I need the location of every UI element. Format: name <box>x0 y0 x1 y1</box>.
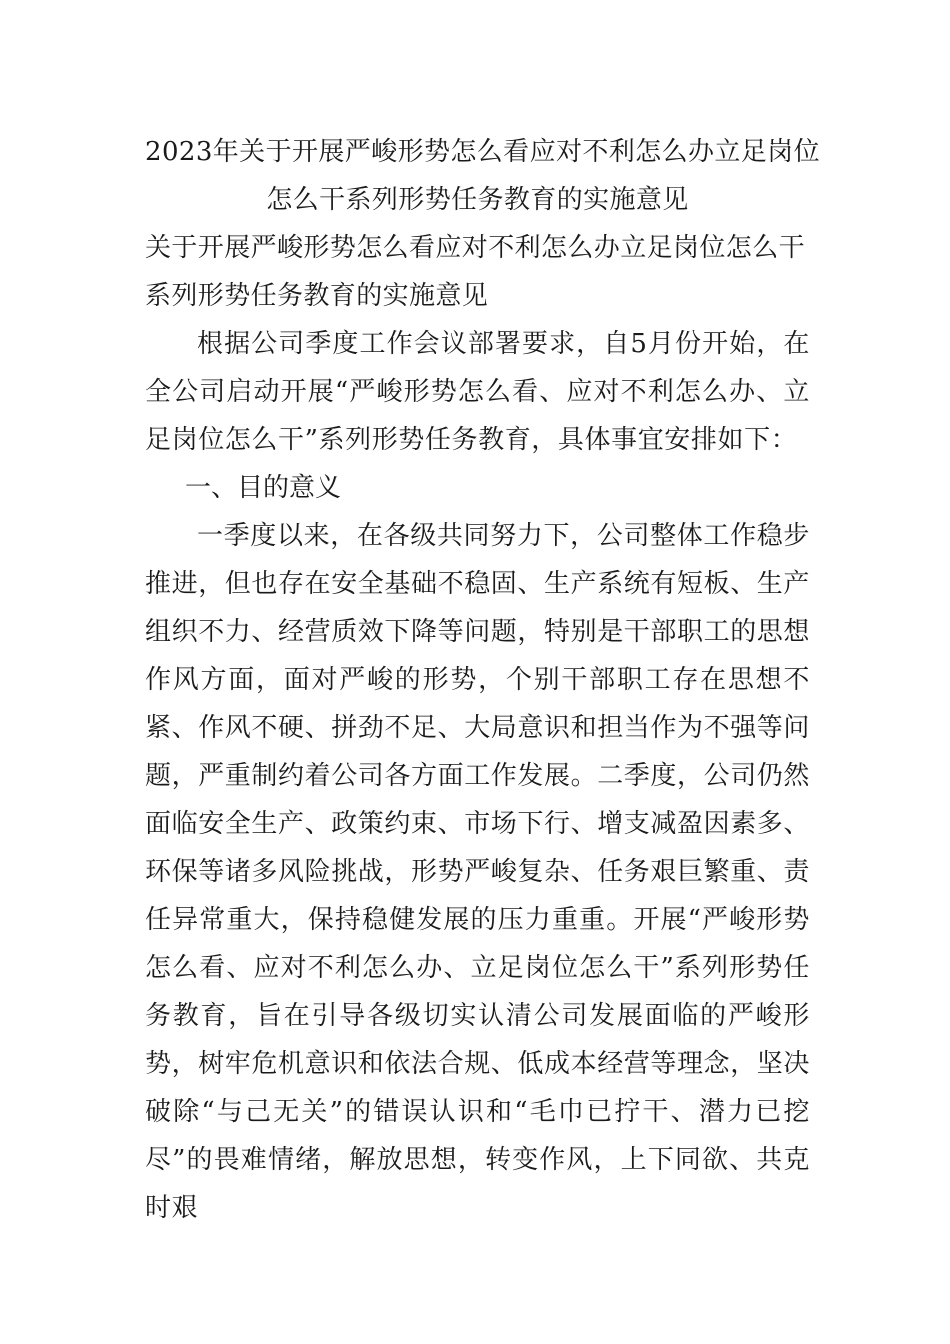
document-title-line-1: 2023年关于开展严峻形势怎么看应对不利怎么办立足岗位 <box>145 137 820 167</box>
section-paragraph-purpose: 一季度以来，在各级共同努力下，公司整体工作稳步推进，但也存在安全基础不稳固、生产系统有短板、生产组织不力、经营质效下降等问题，特别是干部职工的思想作风方面，面对严峻的形势，个别干部职工存在思想不紧、作风不硬、拼劲不足、大局意识和担当作为不强等问题，严重制约着公司各方面工作发展。二季度，公司仍然面临安全生产、政策约束、市场下行、增支减盈因素多、环保等诸多风险挑战，形势严峻复杂、任务艰巨繁重、责任异常重大，保持稳健发展的压力重重。开展“严峻形势怎么看、应对不利怎么办、立足岗位怎么干”系列形势任务教育，旨在引导各级切实认清公司发展面临的严峻形势，树牢危机意识和依法合规、低成本经营等理念，坚决破除“与己无关”的错误认识和“毛巾已拧干、潜力已挖尽”的畏难情绪，解放思想，转变作风，上下同欲、共克时艰 <box>145 521 811 1223</box>
document-body <box>145 128 820 1232</box>
document-subtitle: 关于开展严峻形势怎么看应对不利怎么办立足岗位怎么干系列形势任务教育的实施意见 <box>145 233 806 311</box>
section-heading-purpose: 一、目的意义 <box>185 473 342 503</box>
document-title-line-2: 怎么干系列形势任务教育的实施意见 <box>266 185 689 215</box>
intro-paragraph: 根据公司季度工作会议部署要求，自5月份开始，在全公司启动开展“严峻形势怎么看、应对不利怎么办、立足岗位怎么干”系列形势任务教育，具体事宜安排如下： <box>145 329 810 455</box>
